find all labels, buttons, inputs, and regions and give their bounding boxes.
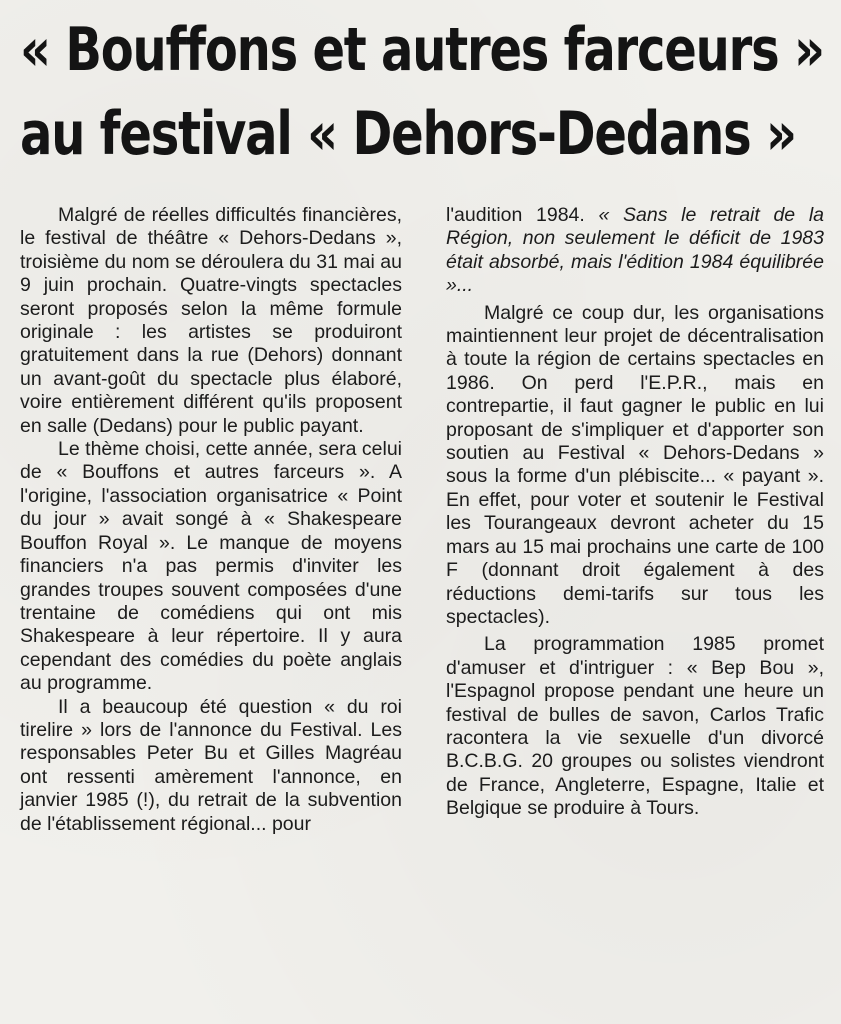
paragraph-theme: Le thème choisi, cette année, sera celui de « Bouffons et autres farceurs ». A l'origine, l'association organisatrice « Point du jour » avait songé à « Shakespeare Bouffon Royal ». Le manque de moyens financiers n'a pas permis d'inviter les grandes troupes souvent composées d'une trentaine de comédiens qui ont mis Shakespeare à leur répertoire. Il y aura cependant des comédies du poète anglais au programme.: [20, 438, 402, 695]
headline-line-1: « Bouffons et autres farceurs »: [20, 15, 824, 85]
paragraph-intro: Malgré de réelles difficultés financières, le festival de théâtre « Dehors-Dedans », troisième du nom se déroulera du 31 mai au 9 juin prochain. Quatre-vingts spectacles seront proposés selon la même formule originale : les artistes se produiront gratuitement dans la rue (Dehors) donnant un avant-goût du spectacle plus élaboré, voire entièrement différent qu'ils proposent en salle (Dedans) pour le public payant.: [20, 204, 402, 437]
quote-text: « Sans le retrait de la Région, non seulement le déficit de 1983 était absorbé, mais l'édition 1984 équilibrée »...: [446, 204, 824, 297]
article-headline: [20, 8, 824, 176]
article-column-left: [20, 204, 402, 836]
headline-line-2: au festival « Dehors-Dedans »: [20, 99, 796, 169]
paragraph-decentralisation: Malgré ce coup dur, les organisations maintiennent leur projet de décentralisation à toute la région de certains spectacles en 1986. On perd l'E.P.R., mais en contrepartie, il faut gagner le public en lui proposant de s'impliquer et d'apporter son soutien au Festival « Dehors-Dedans » sous la forme d'un plébiscite... « payant ». En effet, pour voter et soutenir le Festival les Tourangeaux devront acheter du 15 mars au 15 mai prochains une carte de 100 F (donnant droit également à des réductions demi-tarifs sur tous les spectacles).: [446, 301, 824, 628]
paragraph-continuation: [446, 204, 824, 298]
article-column-right: [446, 204, 824, 821]
continuation-text: l'audition 1984.: [446, 204, 599, 226]
paragraph-programme: La programmation 1985 promet d'amuser et d'intriguer : « Bep Bou », l'Espagnol propose pendant une heure un festival de bulles de savon, Carlos Trafic racontera la vie sexuelle d'un divorcé B.C.B.G. 20 groupes ou solistes viendront de France, Angleterre, Espagne, Italie et Belgique se produire à Tours.: [446, 633, 824, 820]
paragraph-funding: Il a beaucoup été question « du roi tirelire » lors de l'annonce du Festival. Les responsables Peter Bu et Gilles Magréau ont ressenti amèrement l'annonce, en janvier 1985 (!), du retrait de la subvention de l'établissement régional... pour: [20, 695, 402, 835]
